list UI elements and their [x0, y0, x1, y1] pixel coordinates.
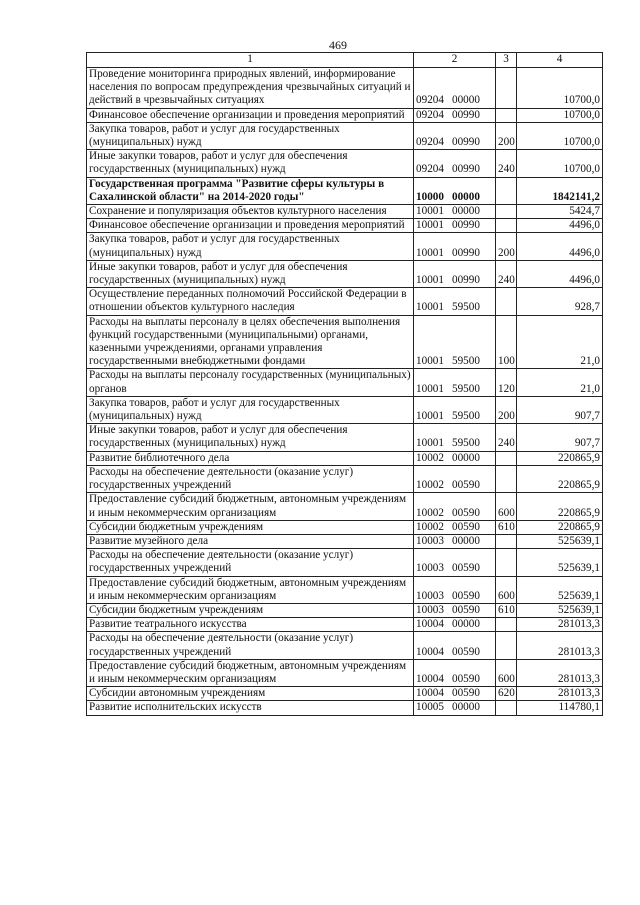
row-expense-type: 240: [496, 260, 517, 287]
row-amount: 281013,3: [517, 618, 603, 632]
row-expense-type: [496, 632, 517, 659]
row-code-program: 10002: [416, 451, 444, 464]
row-code: [414, 122, 496, 149]
row-amount: 220865,9: [517, 520, 603, 534]
row-code: [414, 108, 496, 122]
row-code-program: 10001: [416, 382, 444, 395]
table-row: [87, 68, 603, 109]
row-code-program: 10003: [416, 603, 444, 616]
row-expense-type: 120: [496, 369, 517, 396]
row-code: [414, 603, 496, 617]
row-expense-type: [496, 288, 517, 315]
row-expense-type: 200: [496, 396, 517, 423]
row-code: [414, 150, 496, 177]
row-code-program: 10001: [416, 205, 444, 218]
row-code: [414, 451, 496, 465]
row-description: Закупка товаров, работ и услуг для государственных (муниципальных) нужд: [87, 396, 414, 423]
row-description: Субсидии бюджетным учреждениям: [87, 520, 414, 534]
row-code: [414, 576, 496, 603]
row-amount: 928,7: [517, 288, 603, 315]
table-row: [87, 108, 603, 122]
row-description: Предоставление субсидий бюджетным, автономным учреждениям и иным некоммерческим организациям: [87, 576, 414, 603]
row-code-program: 10003: [416, 534, 444, 547]
row-amount: 10700,0: [517, 108, 603, 122]
table-row: [87, 603, 603, 617]
row-description: Расходы на выплаты персоналу государственных (муниципальных) органов: [87, 369, 414, 396]
row-code-direction: 59500: [451, 382, 480, 395]
table-row: [87, 520, 603, 534]
row-description: Закупка товаров, работ и услуг для государственных (муниципальных) нужд: [87, 122, 414, 149]
row-description: Иные закупки товаров, работ и услуг для обеспечения государственных (муниципальных) нужд: [87, 150, 414, 177]
row-code-direction: 00000: [451, 534, 480, 547]
row-amount: 525639,1: [517, 576, 603, 603]
row-description: Закупка товаров, работ и услуг для государственных (муниципальных) нужд: [87, 233, 414, 260]
row-code-program: 10002: [416, 520, 444, 533]
row-description: Развитие музейного дела: [87, 534, 414, 548]
table-row: [87, 122, 603, 149]
row-amount: 907,7: [517, 424, 603, 451]
row-code-direction: 00590: [451, 603, 480, 616]
row-description: Финансовое обеспечение организации и проведения мероприятий: [87, 108, 414, 122]
header-col-2: 2: [414, 53, 496, 68]
row-code: [414, 424, 496, 451]
row-code-direction: 59500: [451, 410, 480, 423]
row-expense-type: 610: [496, 603, 517, 617]
table-row: [87, 205, 603, 219]
row-amount: 220865,9: [517, 465, 603, 492]
row-expense-type: 100: [496, 315, 517, 369]
row-code-program: 09204: [416, 136, 444, 149]
row-code: [414, 618, 496, 632]
table-row: [87, 177, 603, 204]
table-row: [87, 632, 603, 659]
table-row: [87, 233, 603, 260]
row-code: [414, 534, 496, 548]
row-description: Государственная программа "Развитие сферы культуры в Сахалинской области" на 2014-2020 годы": [87, 177, 414, 204]
row-code: [414, 219, 496, 233]
row-amount: 4496,0: [517, 233, 603, 260]
row-expense-type: [496, 549, 517, 576]
row-code: [414, 465, 496, 492]
row-code-direction: 00590: [451, 479, 480, 492]
row-description: Иные закупки товаров, работ и услуг для обеспечения государственных (муниципальных) нужд: [87, 260, 414, 287]
row-code-program: 09204: [416, 163, 444, 176]
row-code-direction: 00990: [451, 274, 480, 287]
row-expense-type: 200: [496, 233, 517, 260]
row-code-program: 09204: [416, 94, 444, 107]
row-code: [414, 396, 496, 423]
row-code-direction: 00000: [451, 451, 480, 464]
row-code-direction: 00590: [451, 645, 480, 658]
row-expense-type: [496, 451, 517, 465]
row-code-direction: 00990: [451, 246, 480, 259]
row-code-program: 10003: [416, 589, 444, 602]
row-code-direction: 00990: [451, 136, 480, 149]
page-number: 469: [329, 38, 347, 52]
table-row: [87, 465, 603, 492]
row-amount: 281013,3: [517, 687, 603, 701]
row-code: [414, 177, 496, 204]
row-amount: 10700,0: [517, 122, 603, 149]
row-expense-type: 600: [496, 493, 517, 520]
row-code-direction: 00590: [451, 589, 480, 602]
row-description: Предоставление субсидий бюджетным, автономным учреждениям и иным некоммерческим организациям: [87, 659, 414, 686]
row-amount: 220865,9: [517, 451, 603, 465]
row-amount: 281013,3: [517, 659, 603, 686]
row-code-program: 10000: [416, 190, 444, 203]
row-code-direction: 00000: [451, 94, 480, 107]
table-row: [87, 576, 603, 603]
row-code-direction: 00000: [451, 190, 480, 203]
header-col-1: 1: [87, 53, 414, 68]
row-code-program: 10005: [416, 701, 444, 714]
budget-table: [86, 52, 603, 716]
row-code-direction: 00000: [451, 701, 480, 714]
row-code-program: 10002: [416, 479, 444, 492]
table-row: [87, 288, 603, 315]
table-row: [87, 687, 603, 701]
row-description: Осуществление переданных полномочий Российской Федерации в отношении объектов культурного наследия: [87, 288, 414, 315]
header-col-3: 3: [496, 53, 517, 68]
table-row: [87, 424, 603, 451]
row-code-program: 10001: [416, 274, 444, 287]
table-row: [87, 369, 603, 396]
row-description: Развитие театрального искусства: [87, 618, 414, 632]
row-description: Субсидии автономным учреждениям: [87, 687, 414, 701]
row-code: [414, 68, 496, 109]
row-amount: 4496,0: [517, 260, 603, 287]
row-code: [414, 687, 496, 701]
row-code-direction: 59500: [451, 437, 480, 450]
row-expense-type: [496, 68, 517, 109]
table-body: [87, 68, 603, 716]
row-code-program: 10004: [416, 672, 444, 685]
row-expense-type: [496, 205, 517, 219]
row-code-direction: 00590: [451, 672, 480, 685]
row-expense-type: 600: [496, 576, 517, 603]
row-code: [414, 659, 496, 686]
row-code-direction: 59500: [451, 301, 480, 314]
row-description: Расходы на обеспечение деятельности (оказание услуг) государственных учреждений: [87, 465, 414, 492]
row-description: Расходы на выплаты персоналу в целях обеспечения выполнения функций государственными (муниципальными) органами, казенными учреждениями, органами управления государственными внебюджетными фондами: [87, 315, 414, 369]
table-row: [87, 451, 603, 465]
row-code-program: 10004: [416, 687, 444, 700]
row-code-program: 10004: [416, 618, 444, 631]
row-description: Финансовое обеспечение организации и проведения мероприятий: [87, 219, 414, 233]
row-amount: 907,7: [517, 396, 603, 423]
table-row: [87, 534, 603, 548]
row-code-direction: 00590: [451, 506, 480, 519]
row-code-program: 10004: [416, 645, 444, 658]
row-code: [414, 520, 496, 534]
row-code-direction: 00990: [451, 219, 480, 232]
table-row: [87, 315, 603, 369]
row-amount: 220865,9: [517, 493, 603, 520]
row-amount: 5424,7: [517, 205, 603, 219]
row-expense-type: 240: [496, 150, 517, 177]
row-code: [414, 493, 496, 520]
row-code-direction: 00990: [451, 108, 480, 121]
row-code-program: 10003: [416, 562, 444, 575]
row-amount: 10700,0: [517, 150, 603, 177]
row-expense-type: 240: [496, 424, 517, 451]
row-amount: 525639,1: [517, 603, 603, 617]
row-code-direction: 00990: [451, 163, 480, 176]
row-code: [414, 701, 496, 715]
row-code-program: 10001: [416, 437, 444, 450]
row-description: Расходы на обеспечение деятельности (оказание услуг) государственных учреждений: [87, 632, 414, 659]
row-description: Развитие исполнительских искусств: [87, 701, 414, 715]
row-description: Иные закупки товаров, работ и услуг для обеспечения государственных (муниципальных) нужд: [87, 424, 414, 451]
row-amount: 21,0: [517, 369, 603, 396]
row-expense-type: [496, 177, 517, 204]
row-code-direction: 00590: [451, 562, 480, 575]
row-expense-type: [496, 534, 517, 548]
header-row: [87, 53, 603, 68]
table-row: [87, 219, 603, 233]
row-description: Сохранение и популяризация объектов культурного населения: [87, 205, 414, 219]
row-amount: 525639,1: [517, 549, 603, 576]
row-expense-type: [496, 108, 517, 122]
table-row: [87, 493, 603, 520]
row-code-program: 10002: [416, 506, 444, 519]
row-expense-type: [496, 701, 517, 715]
row-expense-type: 610: [496, 520, 517, 534]
row-code: [414, 260, 496, 287]
row-amount: 21,0: [517, 315, 603, 369]
row-code: [414, 288, 496, 315]
row-code-direction: 00000: [451, 618, 480, 631]
row-code-program: 10001: [416, 355, 444, 368]
row-expense-type: [496, 219, 517, 233]
row-code: [414, 369, 496, 396]
row-expense-type: [496, 465, 517, 492]
row-description: Проведение мониторинга природных явлений, информирование населения по вопросам предупреждения чрезвычайных ситуаций и действий в чрезвычайных ситуациях: [87, 68, 414, 109]
header-col-4: 4: [517, 53, 603, 68]
row-expense-type: 200: [496, 122, 517, 149]
row-code: [414, 632, 496, 659]
table-row: [87, 618, 603, 632]
table-row: [87, 396, 603, 423]
row-code: [414, 233, 496, 260]
row-expense-type: 620: [496, 687, 517, 701]
row-code-direction: 59500: [451, 355, 480, 368]
row-amount: 281013,3: [517, 632, 603, 659]
row-description: Развитие библиотечного дела: [87, 451, 414, 465]
row-code-program: 10001: [416, 246, 444, 259]
row-amount: 10700,0: [517, 68, 603, 109]
table-row: [87, 260, 603, 287]
row-amount: 4496,0: [517, 219, 603, 233]
table-row: [87, 150, 603, 177]
row-expense-type: 600: [496, 659, 517, 686]
row-code: [414, 315, 496, 369]
row-amount: 525639,1: [517, 534, 603, 548]
row-code: [414, 549, 496, 576]
table-row: [87, 659, 603, 686]
row-code-direction: 00000: [451, 205, 480, 218]
table-row: [87, 549, 603, 576]
row-code: [414, 205, 496, 219]
row-code-direction: 00590: [451, 687, 480, 700]
row-amount: 1842141,2: [517, 177, 603, 204]
table-row: [87, 701, 603, 715]
row-description: Субсидии бюджетным учреждениям: [87, 603, 414, 617]
row-description: Расходы на обеспечение деятельности (оказание услуг) государственных учреждений: [87, 549, 414, 576]
row-code-program: 10001: [416, 301, 444, 314]
row-code-program: 10001: [416, 410, 444, 423]
row-expense-type: [496, 618, 517, 632]
row-code-direction: 00590: [451, 520, 480, 533]
row-amount: 114780,1: [517, 701, 603, 715]
row-code-program: 10001: [416, 219, 444, 232]
row-description: Предоставление субсидий бюджетным, автономным учреждениям и иным некоммерческим организациям: [87, 493, 414, 520]
row-code-program: 09204: [416, 108, 444, 121]
